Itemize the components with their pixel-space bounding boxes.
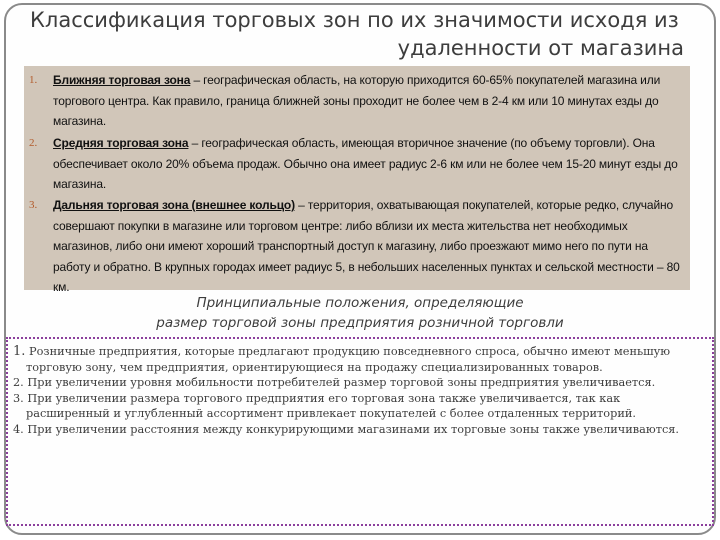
principles-heading-line-2: размер торговой зоны предприятия розничной торговли [156,315,564,331]
zone-term: Средняя торговая зона [53,136,189,150]
principle-number: 4. [13,422,24,436]
principle-text: При увеличении расстояния между конкурирующими магазинами их торговые зоны также увеличиваются. [27,422,680,436]
principle-item [8,344,692,375]
zone-number: 1. [29,74,38,86]
principle-number: 3. [13,391,24,405]
principle-item [8,422,692,438]
zone-number: 3. [29,199,38,211]
zone-description: – географическая область, имеющая вторичное значение (по объему торговли). Она обеспечивает около 20% объема продаж. Обычно она имеет радиус 2-6 км или не более чем 15-20 минут езды до магазина. [53,136,678,191]
zone-term: Дальняя торговая зона (внешнее кольцо) [53,198,295,212]
zone-item-middle [24,133,690,195]
principles-heading-line-1: Принципиальные положения, определяющие [196,295,524,311]
zone-term: Ближняя торговая зона [53,73,191,87]
principles-heading [60,293,660,333]
title-line-2: удаленности от магазина [397,36,684,60]
zone-classification-box [24,66,690,294]
zone-item-near [24,70,690,132]
principle-text: При увеличении уровня мобильности потребителей размер торговой зоны предприятия увеличивается. [27,376,656,390]
zone-description: – территория, охватывающая покупателей, которые редко, случайно совершают покупки в магазине или торговом центре: либо вблизи их места жительства нет необходимых магазинов, либо они имеют хороший транспортный доступ к магазину, либо проезжают мимо него по пути на работу и обратно. В крупных городах имеет радиус 5, в небольших населенных пунктах и сельской местности – 80 км. [53,198,680,294]
zone-description: – географическая область, на которую приходится 60-65% покупателей магазина или торгового центра. Как правило, граница ближней зоны проходит не более чем в 2-4 км или 10 минутах езды до магазина. [53,73,661,128]
principle-number: 1. [13,344,26,359]
principles-box [6,337,714,526]
principle-text: Розничные предприятия, которые предлагают продукцию повседневного спроса, обычно имеют меньшую торговую зону, чем предприятия, ориентирующиеся на продажу специализированных товаров. [26,345,671,374]
zone-number: 2. [29,137,38,149]
slide-title [26,6,690,62]
title-line-1: Классификация торговых зон по их значимости исходя из [30,8,679,32]
principle-item [8,391,692,422]
principle-number: 2. [13,376,24,390]
zone-item-far [24,195,690,298]
principle-item [8,375,692,391]
principle-text: При увеличении размера торгового предприятия его торговая зона также увеличивается, так как расширенный и углубленный ассортимент привлекает покупателей с более отдаленных территорий. [26,391,636,421]
